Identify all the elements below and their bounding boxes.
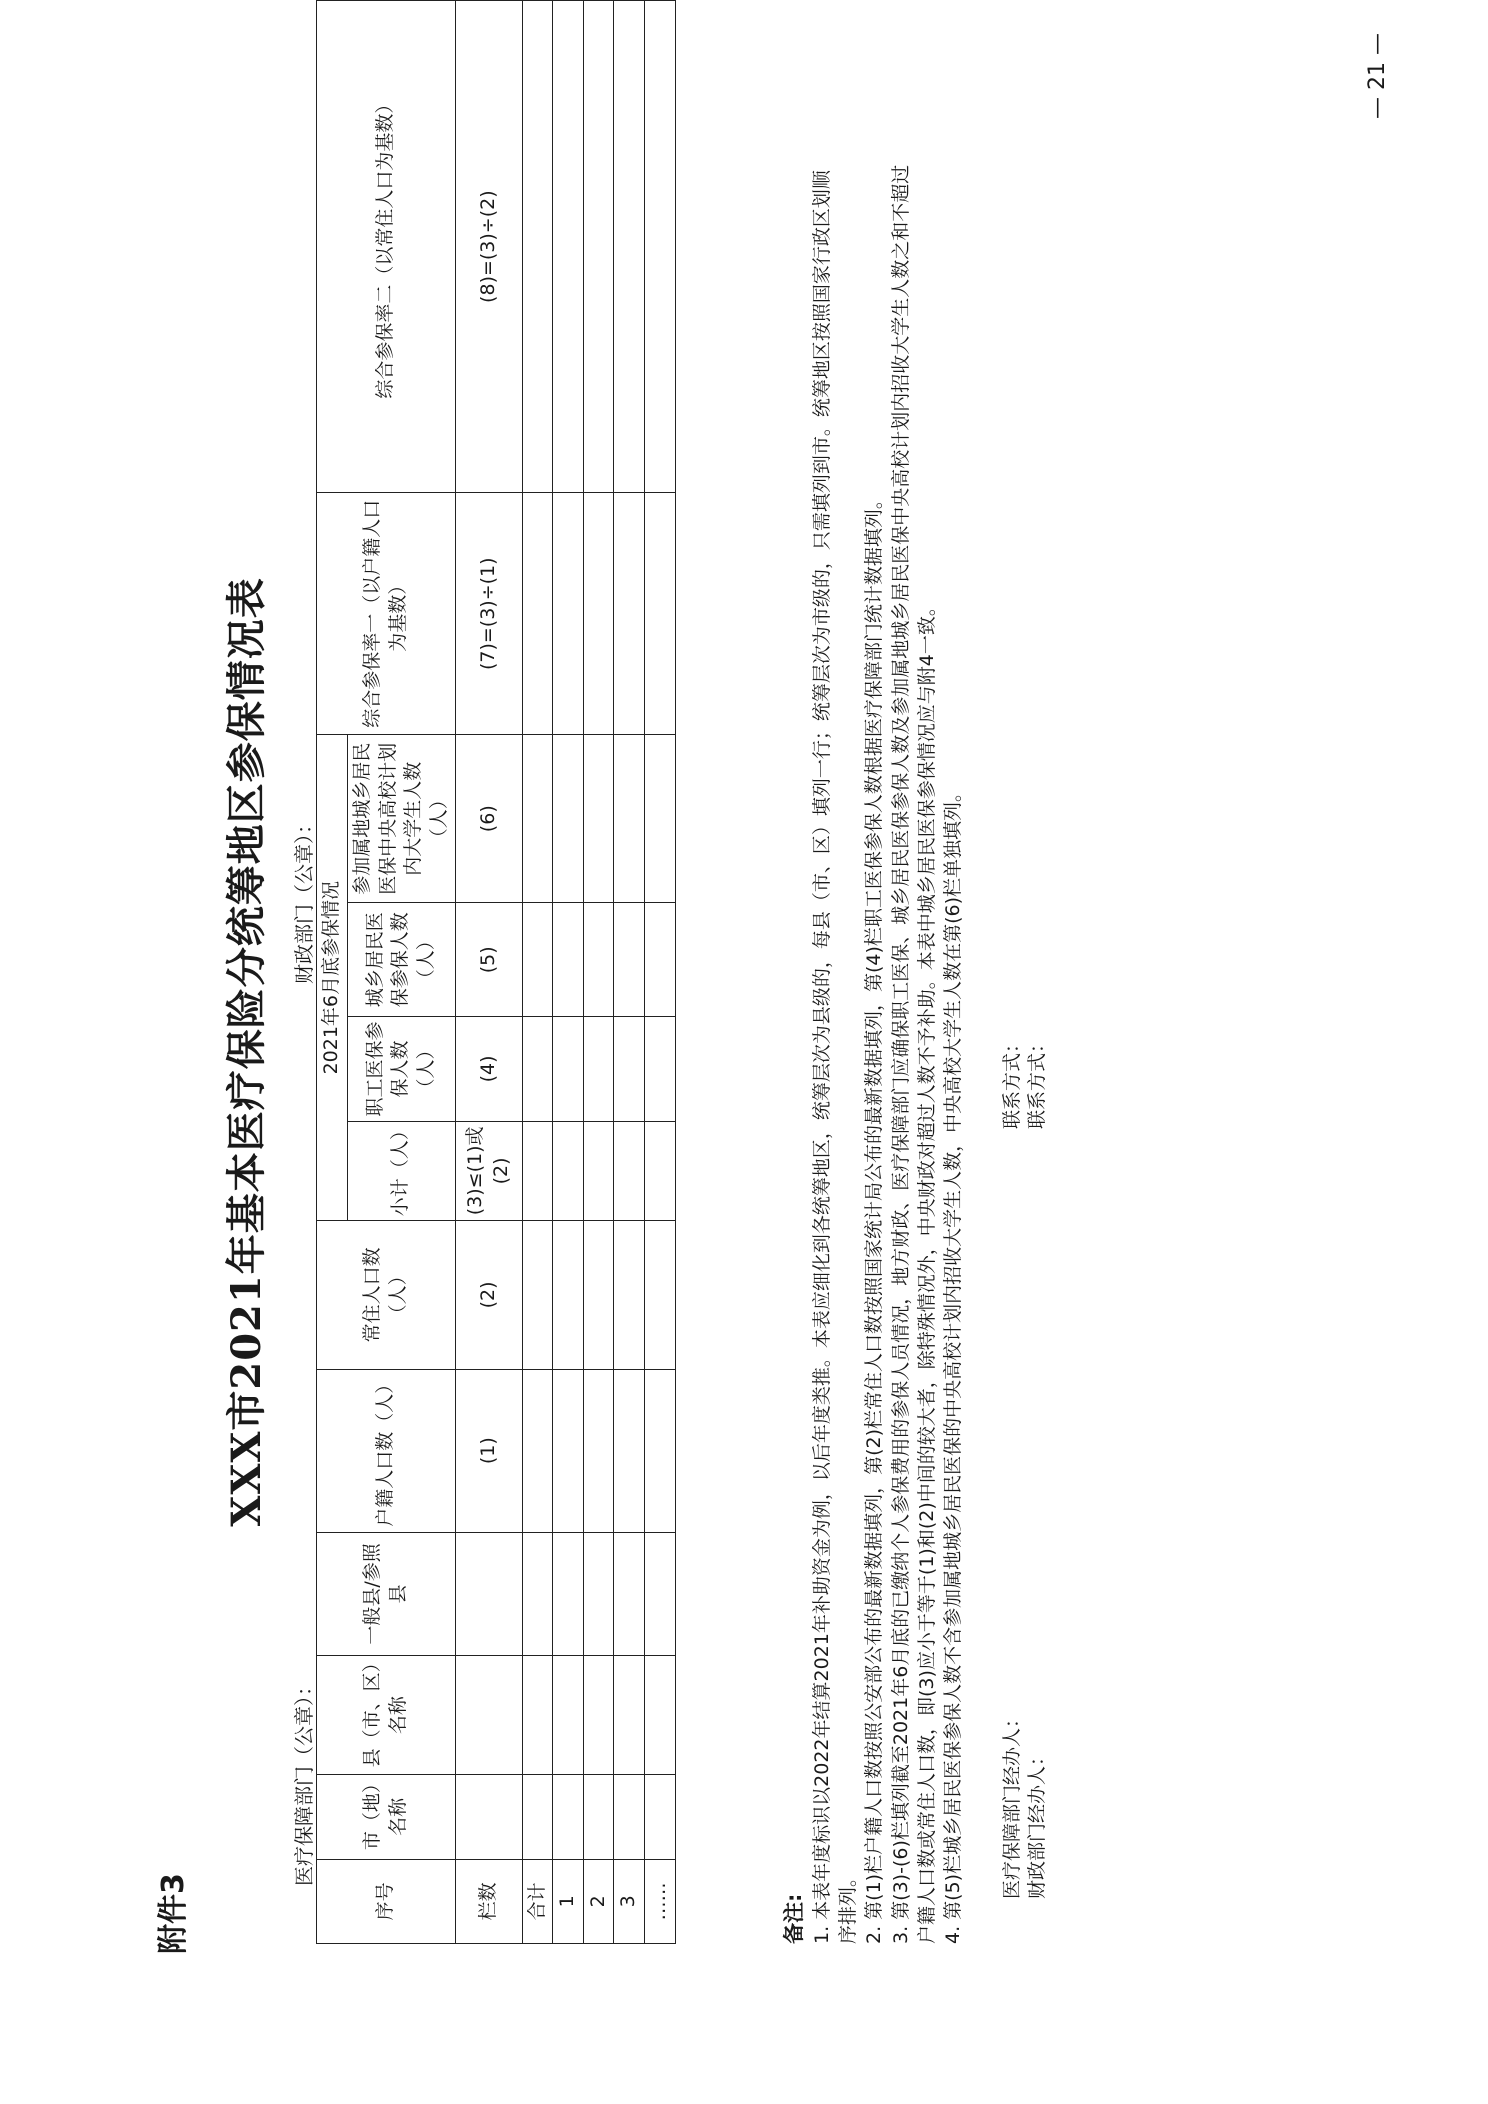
code-cell: (4): [455, 1017, 522, 1121]
code-cell: (2): [455, 1221, 522, 1369]
row-label: 合计: [522, 1859, 553, 1943]
code-cell: [455, 1656, 522, 1775]
header-county-type: 一般县/参照县: [317, 1532, 456, 1655]
note-item: 3. 第(3)-(6)栏填列截至2021年6月底的已缴纳个人参保费用的参保人员情况，地方财政、医疗保障部门应确保职工医保、城乡居民医保参保人数及参加属地城乡居民医保中央高校计划内招收大学生人数之和不超过户籍人口数或常住人口数，即(3)应小于等于(1)和(2)中间的较大者，除特殊情况外，中央财政对超过人数不予补助。本表中城乡居民医保参保情况应与附4一致。: [889, 164, 938, 1944]
table-row: [583, 1, 614, 1944]
table-row: [522, 1, 553, 1944]
header-june-enrollment-group: 2021年6月底参保情况: [317, 735, 348, 1221]
header-resident-pop: 常住人口数（人）: [317, 1221, 456, 1369]
medical-dept-seal-label: 医疗保障部门（公章）：: [292, 1676, 316, 1886]
code-cell: (7)=(3)÷(1): [455, 493, 522, 735]
document-title: XXX市2021年基本医疗保险分统筹地区参保情况表: [223, 577, 270, 1527]
header-rate-one: 综合参保率一（以户籍人口为基数）: [317, 493, 456, 735]
table-row: [614, 1, 645, 1944]
finance-dept-seal-label: 财政部门（公章）：: [292, 814, 316, 984]
row-label: ……: [645, 1859, 676, 1943]
table-row: [553, 1, 584, 1944]
notes-heading: 备注:: [782, 1893, 806, 1944]
page-number: — 21 —: [1365, 33, 1390, 119]
note-item: 4. 第(5)栏城乡居民医保参保人数不含参加属地城乡居民医保的中央高校计划内招收大学生人数，中央高校大学生人数在第(6)栏单独填列。: [942, 783, 965, 1944]
header-seq: 序号: [317, 1859, 456, 1943]
table-row: [645, 1, 676, 1944]
medical-contact-label: 联系方式：: [1001, 1033, 1023, 1129]
row-label: 2: [583, 1859, 614, 1943]
header-rate-two: 综合参保率二（以常住人口为基数）: [317, 1, 456, 493]
code-cell: [455, 1775, 522, 1860]
header-household-pop: 户籍人口数（人）: [317, 1369, 456, 1532]
code-cell: [455, 1532, 522, 1655]
attachment-label: 附件3: [156, 1873, 191, 1954]
header-subtotal: 小计（人）: [348, 1121, 456, 1221]
code-cell: (3)≤(1)或(2): [455, 1121, 522, 1221]
header-city: 市（地）名称: [317, 1775, 456, 1860]
finance-contact-label: 联系方式：: [1025, 1033, 1048, 1129]
row-label: 3: [614, 1859, 645, 1943]
signature-block: [1000, 1034, 1049, 1899]
insurance-table: [316, 0, 676, 1944]
note-item: 1. 本表年度标识以2022年结算2021年补助资金为例，以后年度类推。本表应细化到各统筹地区，统筹层次为县级的，每县（市、区）填列一行；统筹层次为市级的，只需填列到市。统筹地区按照国家行政区划顺序排列。: [810, 170, 860, 1944]
note-item: 2. 第(1)栏户籍人口数按照公安部公布的最新数据填列，第(2)栏常住人口数按照国家统计局公布的最新数据填列，第(4)栏职工医保参保人数根据医疗保障部门统计数据填列。: [863, 490, 886, 1944]
code-cell: (8)=(3)÷(2): [455, 1, 522, 493]
header-resident-insured: 城乡居民医保参保人数（人）: [348, 903, 456, 1017]
header-employee-insured: 职工医保参保人数（人）: [348, 1017, 456, 1121]
notes-section: [780, 164, 966, 1944]
header-county: 县（市、区）名称: [317, 1656, 456, 1775]
medical-handler-label: 医疗保障部门经办人：: [1001, 1708, 1023, 1899]
code-cell: (1): [455, 1369, 522, 1532]
code-cell: (5): [455, 903, 522, 1017]
row-label: 1: [553, 1859, 584, 1943]
finance-handler-label: 财政部门经办人：: [1025, 1746, 1048, 1899]
header-students-insured: 参加属地城乡居民医保中央高校计划内大学生人数（人）: [348, 735, 456, 903]
code-row-label: 栏数: [455, 1859, 522, 1943]
code-cell: (6): [455, 735, 522, 903]
